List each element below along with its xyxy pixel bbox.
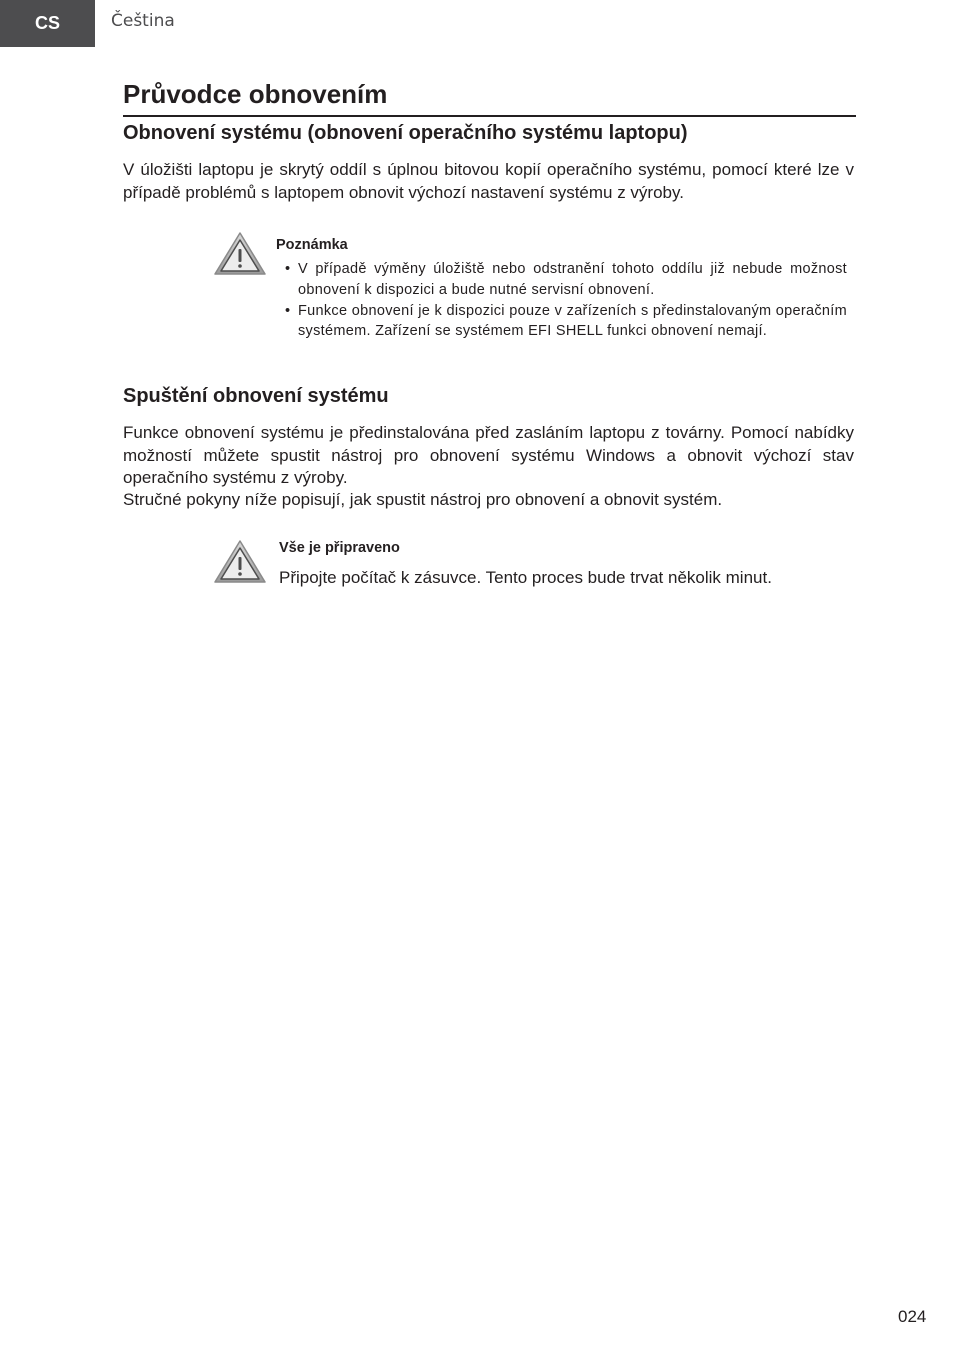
section-heading-start-recovery: Spuštění obnovení systému — [123, 385, 389, 407]
note-item-text: V případě výměny úložiště nebo odstranění tohoto oddílu již nebude možnost obnovení k dispozici a bude nutné servisní obnovení. — [298, 261, 847, 298]
page-number: 024 — [898, 1307, 927, 1326]
ready-title: Vše je připraveno — [279, 540, 400, 556]
list-item — [285, 301, 847, 342]
ready-text: Připojte počítač k zásuvce. Tento proces bude trvat několik minut. — [279, 568, 772, 587]
note-item-text: Funkce obnovení je k dispozici pouze v zařízeních s předinstalovaným operačním systémem. Zařízení se systémem EFI SHELL funkci obnovení nemají. — [298, 302, 847, 339]
section-paragraph-instructions: Stručné pokyny níže popisují, jak spustit nástroj pro obnovení a obnovit systém. — [123, 490, 723, 509]
warning-triangle-icon — [213, 231, 267, 277]
bullet: • — [285, 302, 291, 319]
note-list — [285, 259, 847, 342]
section-paragraph-recovery-info: Funkce obnovení systému je předinstalována před zasláním laptopu z továrny. Pomocí nabídky možností můžete spustit nástroj pro obnovení systému Windows a obnovit výchozí stav operačního systému z výroby. — [123, 423, 854, 487]
language-tab: CS — [0, 0, 95, 47]
page-title: Průvodce obnovením — [123, 78, 856, 117]
language-name: Čeština — [111, 11, 175, 31]
note-title: Poznámka — [276, 237, 348, 253]
warning-triangle-icon — [213, 539, 267, 585]
bullet: • — [285, 261, 291, 277]
list-item — [285, 259, 847, 300]
section-paragraph-recovery-intro: V úložišti laptopu je skrytý oddíl s úplnou bitovou kopií operačního systému, pomocí které lze v případě problémů s laptopem obnovit výchozí nastavení systému z výroby. — [123, 160, 854, 202]
section-heading-system-recovery: Obnovení systému (obnovení operačního systému laptopu) — [123, 122, 688, 144]
